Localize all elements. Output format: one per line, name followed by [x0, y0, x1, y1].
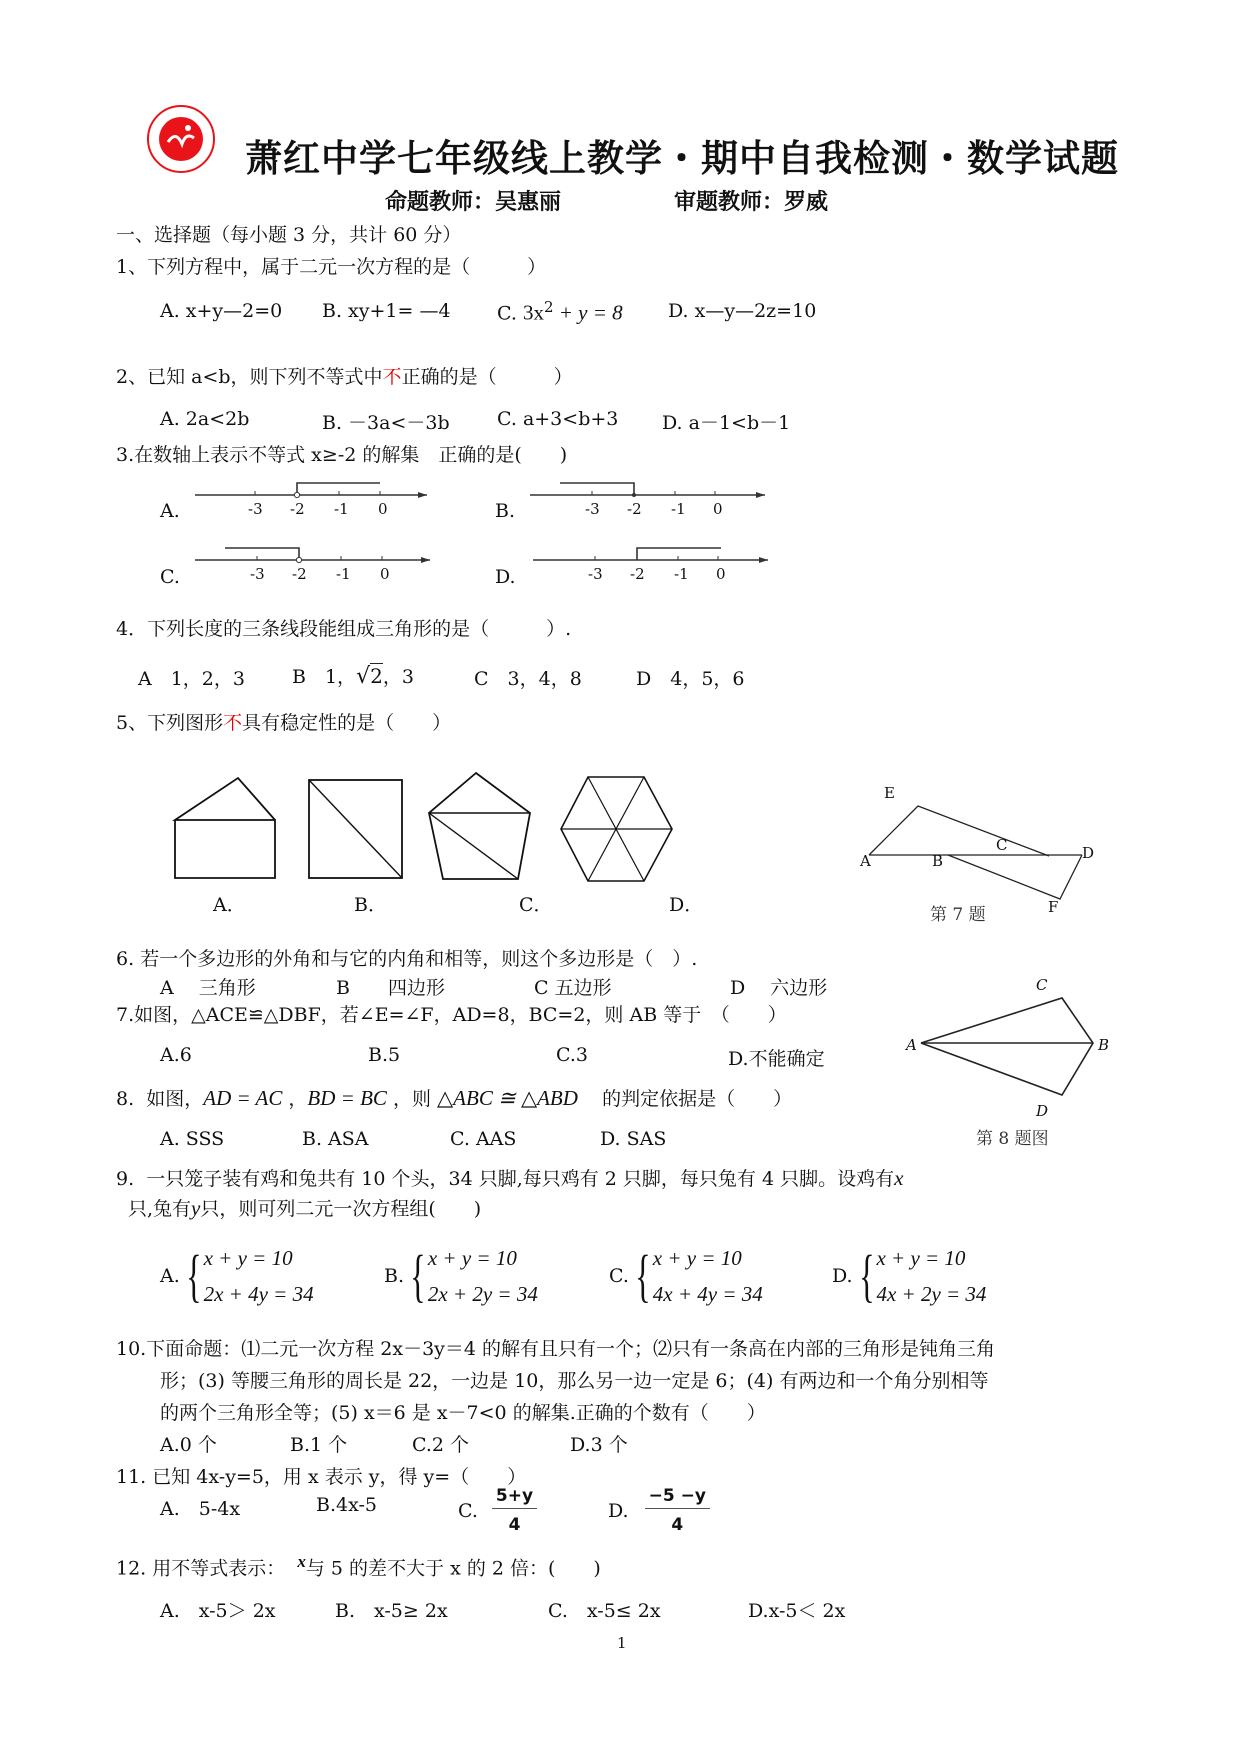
question-8: 8. 如图，AD = AC ，BD = BC ，则 △ABC ≅ △ABD 的判定依据是（ ） — [116, 1086, 793, 1110]
q5-option-d[interactable]: D． — [669, 894, 704, 916]
q3-option-a[interactable]: A. — [160, 500, 180, 522]
q8-option-b[interactable]: B. ASA — [302, 1128, 369, 1150]
q12-option-b[interactable]: B. x-5≥ 2x — [335, 1600, 448, 1622]
page-number: 1 — [617, 1634, 627, 1652]
q9-option-c[interactable]: C. { x + y = 10 4x + 4y = 34 — [609, 1243, 763, 1308]
brace-icon: { — [186, 1243, 202, 1308]
q8-option-a[interactable]: A. SSS — [160, 1128, 225, 1150]
q10-option-d[interactable]: D.3 个 — [570, 1434, 628, 1456]
question-6: 6. 若一个多边形的外角和与它的内角和相等，则这个多边形是（ ）. — [116, 948, 698, 970]
question-stem: 下列方程中，属于二元一次方程的是（ ） — [147, 256, 547, 278]
figure-q7 — [860, 800, 1100, 910]
question-9: 9. 一只笼子装有鸡和兔共有 10 个头，34 只脚,每只鸡有 2 只脚，每只兔有 4 只脚。设鸡有x — [116, 1166, 904, 1190]
setter-label: 命题教师：吴惠丽 — [385, 190, 562, 215]
q3-option-b[interactable]: B. — [495, 500, 516, 522]
q11-option-d[interactable]: D. $\frac{-5 -y}{4}$ — [608, 1486, 710, 1535]
q6-option-c[interactable]: C 五边形 — [534, 977, 612, 999]
q7-option-c[interactable]: C.3 — [556, 1044, 588, 1066]
brace-icon: { — [410, 1243, 426, 1308]
q7-option-a[interactable]: A.6 — [160, 1044, 192, 1066]
shape-a-house[interactable] — [175, 774, 285, 884]
number-line-d — [533, 540, 773, 590]
point-label-a: A — [860, 852, 871, 870]
q6-option-a[interactable]: A 三角形 — [160, 977, 256, 999]
brace-icon: { — [858, 1243, 875, 1308]
question-10-line2: 形；(3) 等腰三角形的周长是 22，一边是 10，那么另一边一定是 6；(4) 有两边和一个角分别相等 — [160, 1370, 989, 1392]
page-title: 萧红中学七年级线上教学・期中自我检测・数学试题 — [245, 137, 1119, 180]
number-line-a — [195, 475, 435, 525]
q1-option-c[interactable]: C. $3x^2 + y = 8$ — [497, 298, 623, 325]
question-1 — [116, 252, 546, 279]
number-line-c — [195, 540, 435, 590]
section-heading: 一、选择题（每小题 3 分，共计 60 分） — [116, 224, 462, 246]
shape-d-hexagon[interactable] — [560, 775, 680, 885]
q5-option-b[interactable]: B． — [354, 894, 387, 916]
school-logo — [146, 104, 216, 174]
question-11: 11. 已知 4x-y=5，用 x 表示 y，得 y=（ ） — [116, 1466, 527, 1488]
sqrt-symbol: √ — [356, 664, 371, 689]
shape-c-pentagon[interactable] — [420, 771, 535, 883]
q9-option-b[interactable]: B. { x + y = 10 2x + 2y = 34 — [384, 1243, 538, 1308]
question-4: 4．下列长度的三条线段能组成三角形的是（ ）. — [116, 618, 572, 640]
q1-option-a[interactable]: A. x+y—2=0 — [160, 300, 283, 322]
q2-option-a[interactable]: A. 2a<2b — [160, 408, 250, 430]
figure-q7-caption: 第 7 题 — [930, 905, 986, 925]
school-logo-icon — [146, 104, 216, 174]
q10-option-b[interactable]: B.1 个 — [290, 1434, 348, 1456]
point-label-a: A — [906, 1036, 917, 1054]
q2-option-b[interactable]: B. －3a<－3b — [322, 412, 450, 434]
point-label-c: C — [1036, 976, 1048, 994]
q7-option-b[interactable]: B.5 — [368, 1044, 401, 1066]
q12-option-d[interactable]: D.x-5＜ 2x — [748, 1600, 846, 1622]
emphasis-not: 不 — [223, 712, 243, 734]
question-10: 10.下面命题：⑴二元一次方程 2x－3y＝4 的解有且只有一个；⑵只有一条高在内部的三角形是钝角三角 — [116, 1338, 996, 1360]
point-label-b: B — [932, 852, 944, 870]
point-label-e: E — [884, 784, 895, 802]
question-12: 12. 用不等式表示： $^x$与 5 的差不大于 x 的 2 倍：( ) — [116, 1552, 601, 1580]
emphasis-not: 不 — [382, 366, 402, 388]
shape-b-square-diagonal[interactable] — [308, 778, 408, 882]
question-9-line2: 只,兔有y只，则可列二元一次方程组( ) — [128, 1196, 482, 1220]
q9-option-d[interactable]: D. { x + y = 10 4x + 2y = 34 — [832, 1243, 987, 1308]
q4-option-b[interactable]: B 1，√2，3 — [292, 664, 414, 689]
figure-q8 — [900, 990, 1100, 1120]
q11-option-b[interactable]: B.4x-5 — [316, 1494, 377, 1516]
q10-option-a[interactable]: A.0 个 — [160, 1434, 217, 1456]
point-label-d: D — [1036, 1102, 1049, 1120]
q8-option-c[interactable]: C. AAS — [450, 1128, 517, 1150]
brace-icon: { — [635, 1243, 651, 1308]
number-line-b — [530, 475, 770, 525]
q11-option-c[interactable]: C. $\frac{5+y}{4}$ — [458, 1486, 537, 1535]
point-label-f: F — [1048, 898, 1059, 916]
point-label-d: D — [1082, 844, 1095, 862]
q9-option-a[interactable]: A. { x + y = 10 2x + 4y = 34 — [160, 1243, 314, 1308]
q5-option-a[interactable]: A． — [213, 894, 246, 916]
q10-option-c[interactable]: C.2 个 — [412, 1434, 470, 1456]
q1-option-b[interactable]: B. xy+1= —4 — [322, 300, 451, 322]
q12-option-c[interactable]: C. x-5≤ 2x — [548, 1600, 661, 1622]
q5-option-c[interactable]: C． — [519, 894, 553, 916]
figure-q8-caption: 第 8 题图 — [976, 1129, 1049, 1149]
q12-option-a[interactable]: A. x-5＞ 2x — [160, 1600, 276, 1622]
q6-option-b[interactable]: B 四边形 — [336, 977, 445, 999]
point-label-b: B — [1098, 1036, 1110, 1054]
question-2: 2、已知 a<b，则下列不等式中不正确的是（ ） — [116, 366, 573, 388]
q11-option-a[interactable]: A. 5-4x — [160, 1498, 241, 1520]
q3-option-d[interactable]: D. — [495, 566, 516, 588]
q7-option-d[interactable]: D.不能确定 — [728, 1048, 825, 1070]
question-10-line3: 的两个三角形全等；(5) x＝6 是 x－7<0 的解集.正确的个数有（ ） — [160, 1402, 766, 1424]
question-number: 1、 — [116, 256, 148, 278]
q4-option-a[interactable]: A 1，2，3 — [138, 668, 245, 690]
q4-option-d[interactable]: D 4，5，6 — [636, 668, 745, 690]
question-3: 3.在数轴上表示不等式 x≥-2 的解集 正确的是( ) — [116, 444, 568, 466]
q8-option-d[interactable]: D. SAS — [600, 1128, 667, 1150]
reviewer-label: 审题教师：罗威 — [674, 190, 829, 215]
q2-option-d[interactable]: D. a－1<b－1 — [662, 412, 791, 434]
q6-option-d[interactable]: D 六边形 — [730, 977, 828, 999]
q1-option-d[interactable]: D. x—y—2z=10 — [668, 300, 817, 322]
q4-option-c[interactable]: C 3，4，8 — [474, 668, 582, 690]
q2-option-c[interactable]: C. a+3<b+3 — [497, 408, 619, 430]
q3-option-c[interactable]: C. — [160, 566, 180, 588]
question-5: 5、下列图形不具有稳定性的是（ ） — [116, 712, 452, 734]
question-7: 7.如图，△ACE≌△DBF，若∠E=∠F，AD=8，BC=2，则 AB 等于 （ ） — [116, 1004, 787, 1026]
point-label-c: C — [996, 836, 1008, 854]
